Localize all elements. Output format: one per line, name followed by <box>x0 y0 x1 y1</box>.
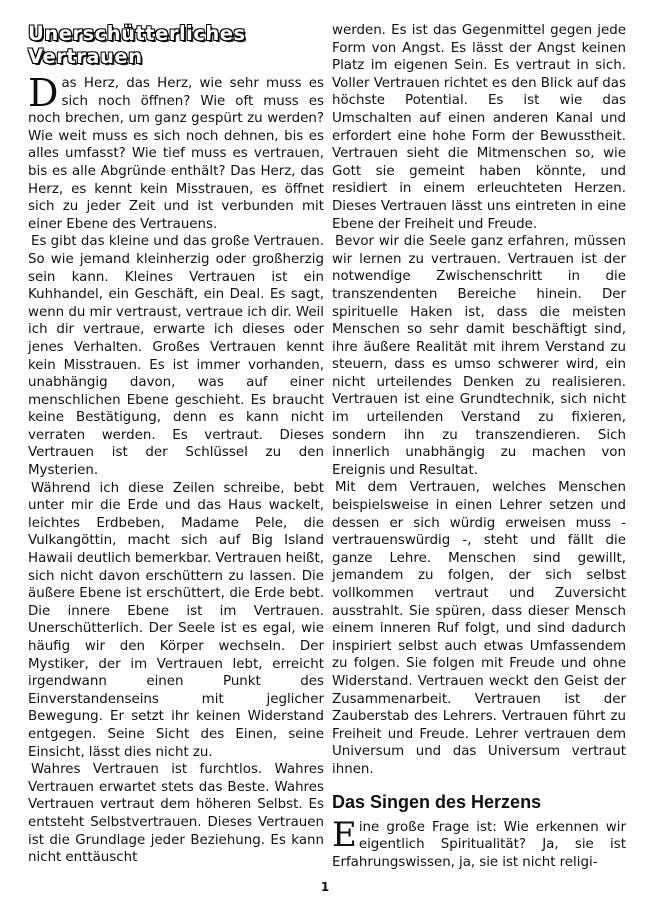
paragraph-2: Es gibt das kleine und das große Vertrauen. So wie jemand kleinherzig oder großherzig sein kann. Kleines Vertrauen ist ein Kuhhandel, ein Geschäft, ein Deal. Es sagt, wenn du mir vertraust, vertraue ich dir. Weil ich dir vertraue, erwarte ich dieses oder jenes Verhalten. Großes Vertrauen kennt kein Misstrauen. Es ist immer vorhanden, unabhängig davon, was auf einer menschlichen Ebene geschieht. Es braucht keine Bestätigung, denn es kann nicht verraten werden. Es vertraut. Dieses Vertrauen ist der Schlüssel zu den Mysterien. <box>28 234 324 479</box>
section-heading: Das Singen des Herzens <box>332 791 542 812</box>
article-title: Unerschütterliches Vertrauen <box>28 22 246 68</box>
right-column <box>332 22 626 871</box>
paragraph-4-continued: werden. Es ist das Gegenmittel gegen jede Form von Angst. Es lässt der Angst keinen Platz im eigenen Sein. Es vertraut in sich. Voller Vertrauen richtet es den Blick auf das höchste Potential. Es ist wie das Umschalten auf einen anderen Kanal und erfordert eine hohe Form der Bewusstheit. Vertrauen sieht die Mitmenschen so, wie Gott sie gemeint haben könnte, und residiert in einem erleuchteten Herzen. Dieses Vertrauen lässt uns eintreten in eine Ebene der Freiheit und Freude. <box>332 23 626 232</box>
page-number: 1 <box>320 880 330 894</box>
paragraph-7 <box>332 814 626 872</box>
paragraph-7-text: ine große Frage ist: Wie erkennen wir eigentlich Spiritualität? Ja, sie ist Erfahrungswissen, ja, sie ist nicht religi- <box>332 819 626 870</box>
left-column <box>28 22 324 867</box>
paragraph-3: Während ich diese Zeilen schreibe, bebt unter mir die Erde und das Haus wackelt, leichtes Erdbeben, Madame Pele, die Vulkangöttin, macht sich auf Big Island Hawaii deutlich bemerkbar. Vertrauen heißt, sich nicht davon erschüttern zu lassen. Die äußere Ebene ist erschüttert, die Erde bebt. Die innere Ebene ist im Vertrauen. Unerschütterlich. Der Seele ist es egal, wie häufig wir den Körper wechseln. Der Mystiker, der im Vertrauen lebt, erreicht irgendwann einen Punkt des Einverstandenseins mit jeglicher Bewegung. Er setzt ihr keinen Widerstand entgegen. Seine Sicht des Einen, seine Einsicht, lässt dies nicht zu. <box>28 480 324 760</box>
paragraph-5: Bevor wir die Seele ganz erfahren, müssen wir lernen zu vertrauen. Vertrauen ist der notwendige Zwischenschritt in die transzendenten Bereiche hinein. Der spirituelle Haken ist, dass die meisten Menschen so sehr damit beschäftigt sind, ihre äußere Realität mit ihrem Verstand zu steuern, dass es umso schwerer wird, ein nicht urteilendes Denken zu realisieren. Vertrauen ist eine Grundtechnik, sich nicht im urteilenden Verstand zu fixieren, sondern ihn zu transzendieren. Sich innerlich unabhängig zu machen von Ereignis und Resultat. <box>332 234 626 478</box>
paragraph-4-start: Wahres Vertrauen ist furchtlos. Wahres Vertrauen erwartet stets das Beste. Wahres Vertrauen vertraut dem höheren Selbst. Es entsteht Selbstvertrauen. Dieses Vertrauen ist die Grundlage jeder Beziehung. Es kann nicht enttäuscht <box>28 762 324 866</box>
drop-cap: D <box>28 71 59 115</box>
drop-cap-2: E <box>332 814 357 855</box>
paragraph-1 <box>28 71 324 233</box>
paragraph-1-text: as Herz, das Herz, wie sehr muss es sich noch öffnen? Wie oft muss es noch brechen, um ganz gespürt zu werden? Wie weit muss es sich noch dehnen, bis es alles umfasst? Wie tief muss es vertrauen, bis es alle Abgründe enthält? Das Herz, das Herz, es kennt kein Misstrauen, es öffnet sich zu jeder Zeit und ist verbunden mit einer Ebene des Vertrauens. <box>28 76 324 232</box>
paragraph-6: Mit dem Vertrauen, welches Menschen beispielsweise in einen Lehrer setzen und dessen er sich würdig erweisen muss - vertrauenswürdig -, steht und fällt die ganze Lehre. Menschen sind gewillt, jemandem zu folgen, der sich selbst vollkommen vertraut und Zuversicht ausstrahlt. Sie spüren, dass dieser Mensch einem inneren Ruf folgt, und sind dadurch inspiriert selbst auch etwas Umfassendem zu folgen. Sie folgen mit Freude und ohne Widerstand. Vertrauen weckt den Geist der Zusammenarbeit. Vertrauen ist der Zauberstab des Lehrers. Vertrauen führt zu Freiheit und Freude. Lehrer vertrauen dem Universum und das Universum vertraut ihnen. <box>332 480 626 777</box>
